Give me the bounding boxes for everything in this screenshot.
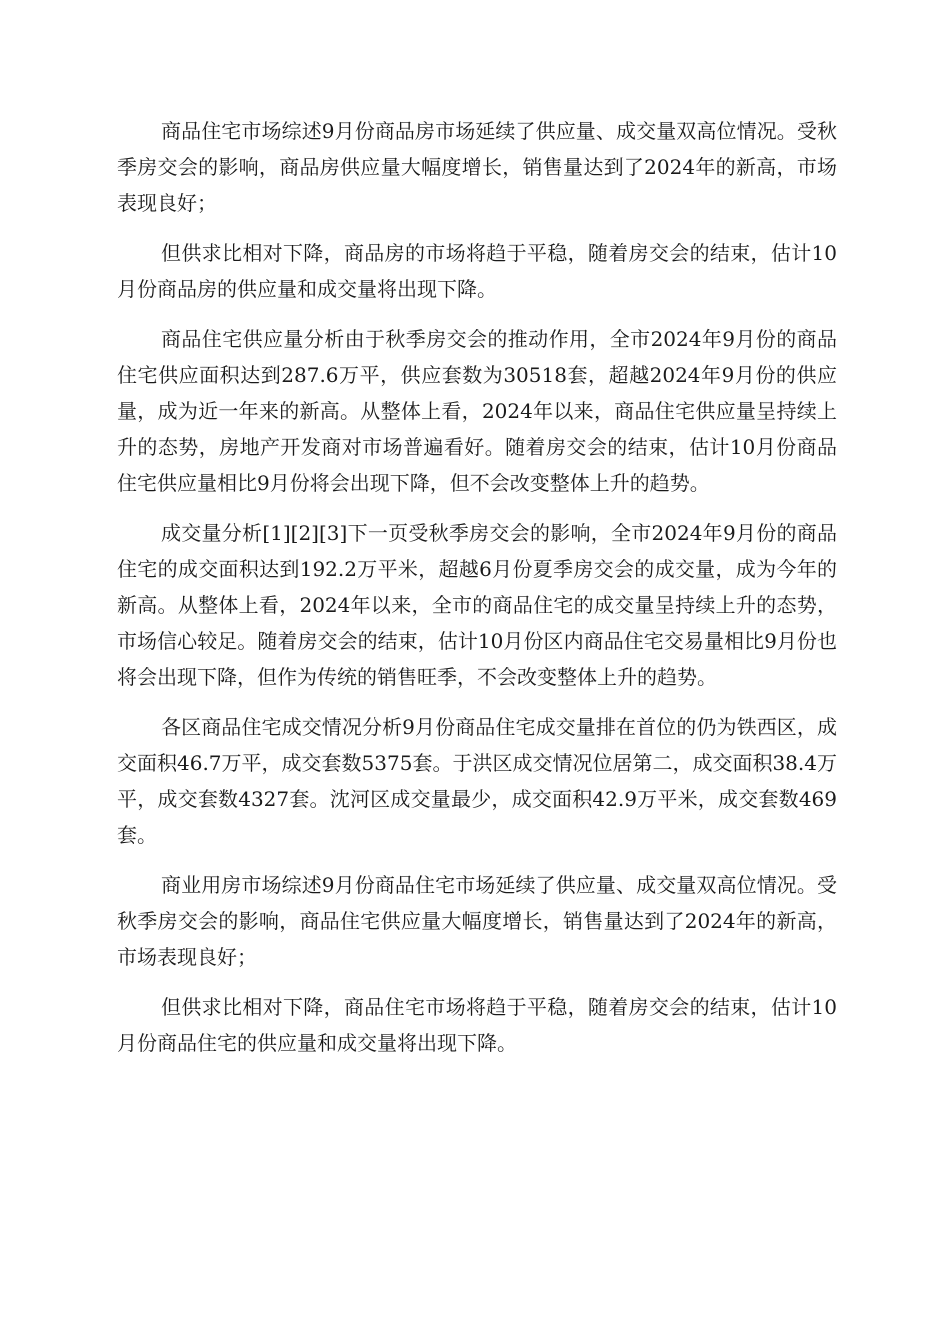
paragraph-supply-analysis: 商品住宅供应量分析由于秋季房交会的推动作用，全市2024年9月份的商品住宅供应面积达到287.6万平，供应套数为30518套，超越2024年9月份的供应量，成为近一年来的新高。从整体上看，2024年以来，商品住宅供应量呈持续上升的态势，房地产开发商对市场普遍看好。随着房交会的结束，估计10月份商品住宅供应量相比9月份将会出现下降，但不会改变整体上升的趋势。 <box>117 327 837 495</box>
paragraph-commercial-outlook: 但供求比相对下降，商品住宅市场将趋于平稳，随着房交会的结束，估计10月份商品住宅的供应量和成交量将出现下降。 <box>117 995 837 1055</box>
paragraph-transaction-analysis: 成交量分析[1][2][3]下一页受秋季房交会的影响，全市2024年9月份的商品住宅的成交面积达到192.2万平米，超越6月份夏季房交会的成交量，成为今年的新高。从整体上看，2024年以来，全市的商品住宅的成交量呈持续上升的态势，市场信心较足。随着房交会的结束，估计10月份区内商品住宅交易量相比9月份也将会出现下降，但作为传统的销售旺季，不会改变整体上升的趋势。 <box>117 521 837 689</box>
document-page <box>117 113 837 1075</box>
paragraph-residential-market-overview: 商品住宅市场综述9月份商品房市场延续了供应量、成交量双高位情况。受秋季房交会的影响，商品房供应量大幅度增长，销售量达到了2024年的新高，市场表现良好； <box>117 119 837 215</box>
paragraph-commercial-market-overview: 商业用房市场综述9月份商品住宅市场延续了供应量、成交量双高位情况。受秋季房交会的影响，商品住宅供应量大幅度增长，销售量达到了2024年的新高，市场表现良好； <box>117 873 837 969</box>
paragraph-district-analysis: 各区商品住宅成交情况分析9月份商品住宅成交量排在首位的仍为铁西区，成交面积46.7万平，成交套数5375套。于洪区成交情况位居第二，成交面积38.4万平，成交套数4327套。沈河区成交量最少，成交面积42.9万平米，成交套数469套。 <box>117 715 837 847</box>
paragraph-supply-demand-outlook: 但供求比相对下降，商品房的市场将趋于平稳，随着房交会的结束，估计10月份商品房的供应量和成交量将出现下降。 <box>117 241 837 301</box>
